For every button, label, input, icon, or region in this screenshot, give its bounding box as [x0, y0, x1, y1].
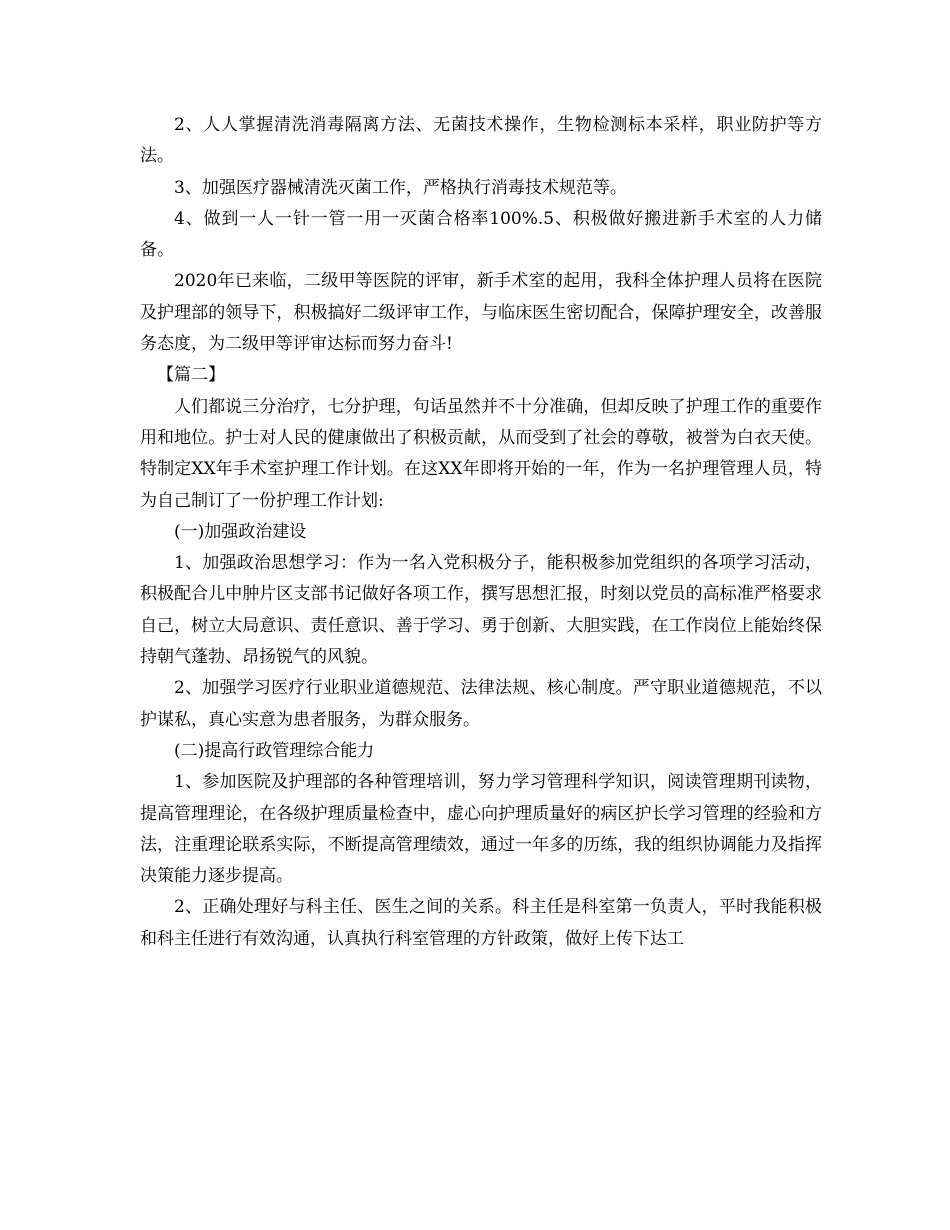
paragraph-relationship-director: 2、正确处理好与科主任、医生之间的关系。科主任是科室第一负责人，平时我能积极和科主任进行有效沟通，认真执行科室管理的方针政策，做好上传下达工: [140, 897, 822, 949]
paragraph-professional-ethics: 2、加强学习医疗行业职业道德规范、法律法规、核心制度。严守职业道德规范，不以护谋私，真心实意为患者服务，为群众服务。: [140, 678, 822, 730]
paragraph-item-3: 3、加强医疗器械清洗灭菌工作，严格执行消毒技术规范等。: [174, 177, 627, 198]
subheading-political-construction: (一)加强政治建设: [174, 521, 307, 542]
document-page: [140, 110, 822, 955]
paragraph-item-4: 4、做到一人一针一管一用一灭菌合格率100%.5、积极做好搬进新手术室的人力储备。: [140, 208, 822, 261]
paragraph-intro-part-two: 人们都说三分治疗，七分护理，句话虽然并不十分准确，但却反映了护理工作的重要作用和地位。护士对人民的健康做出了积极贡献，从而受到了社会的尊敬，被誉为白衣天使。特制定XX年手术室护理工作计划。在这XX年即将开始的一年，作为一名护理管理人员，特为自己制订了一份护理工作计划:: [140, 396, 822, 511]
paragraph-management-training: 1、参加医院及护理部的各种管理培训，努力学习管理科学知识，阅读管理期刊读物，提高管理理论，在各级护理质量检查中，虚心向护理质量好的病区护长学习管理的经验和方法，注重理论联系实际，不断提高管理绩效，通过一年多的历练，我的组织协调能力及指挥决策能力逐步提高。: [140, 772, 822, 887]
section-heading-part-two: 【篇二】: [157, 365, 225, 386]
paragraph-political-study: 1、加强政治思想学习：作为一名入党积极分子，能积极参加党组织的各项学习活动，积极配合儿中肿片区支部书记做好各项工作，撰写思想汇报，时刻以党员的高标准严格要求自己，树立大局意识、责任意识、善于学习、勇于创新、大胆实践，在工作岗位上能始终保持朝气蓬勃、昂扬锐气的风貌。: [140, 553, 822, 668]
paragraph-2020-outlook: 2020年已来临，二级甲等医院的评审，新手术室的起用，我科全体护理人员将在医院及护理部的领导下，积极搞好二级评审工作，与临床医生密切配合，保障护理安全，改善服务态度，为二级甲等评审达标而努力奋斗!: [140, 271, 822, 355]
paragraph-item-2: 2、人人掌握清洗消毒隔离方法、无菌技术操作，生物检测标本采样，职业防护等方法。: [140, 115, 822, 167]
subheading-management-ability: (二)提高行政管理综合能力: [174, 740, 375, 761]
